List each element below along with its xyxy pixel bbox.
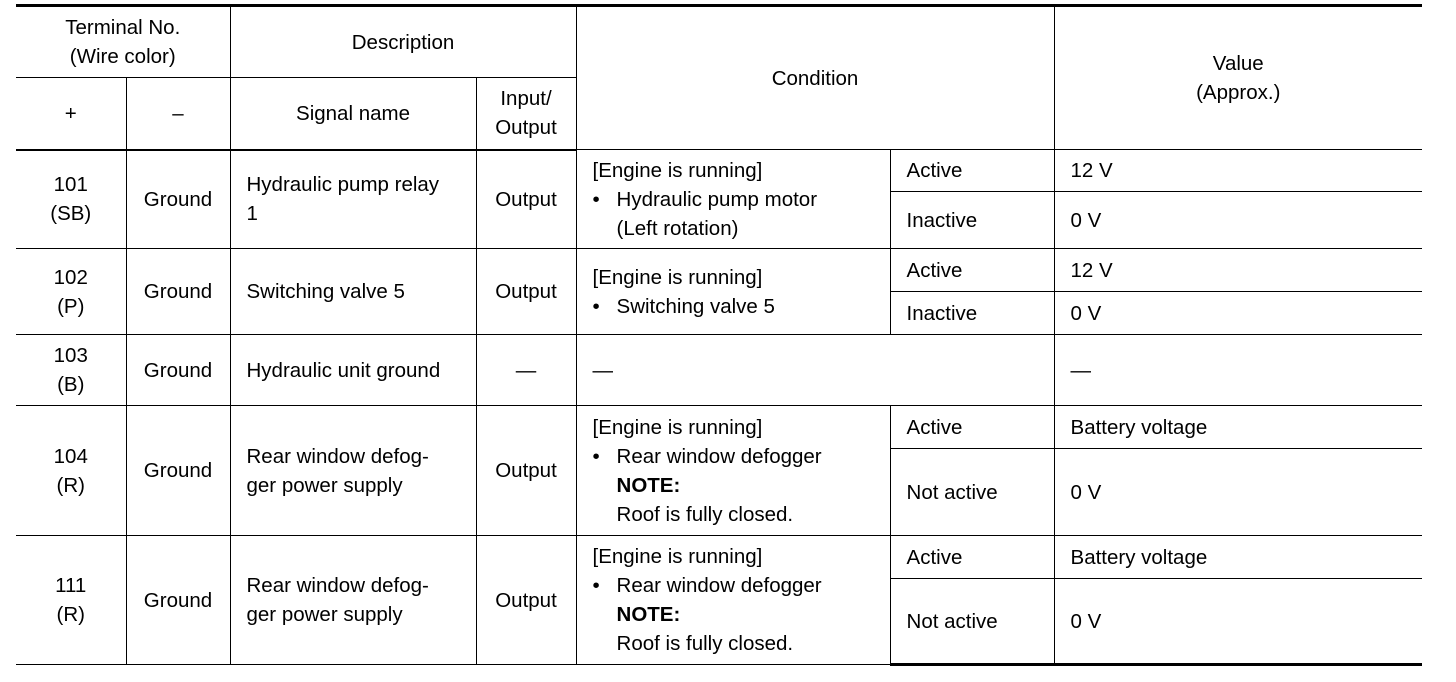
condition-cell: — bbox=[576, 335, 1054, 406]
value-cell: — bbox=[1054, 335, 1422, 406]
condition-item-text: Rear window defogger bbox=[616, 574, 822, 597]
description-header bbox=[230, 6, 576, 78]
condition-item-text: Rear window defogger bbox=[616, 444, 822, 468]
wire-color-label: (Wire color) bbox=[69, 45, 176, 68]
condition-head: [Engine is running] bbox=[592, 158, 763, 182]
signal-name-label: Signal name bbox=[296, 101, 410, 125]
terminal-plus-cell bbox=[16, 406, 126, 536]
condition-header bbox=[576, 6, 1054, 150]
state-cell: Inactive bbox=[890, 192, 1054, 249]
terminal-number: 101 bbox=[53, 173, 88, 197]
wire-color: (R) bbox=[56, 473, 85, 497]
condition-item bbox=[593, 185, 890, 214]
input-label: Input/ bbox=[500, 87, 552, 111]
condition-item-text: Hydraulic pump motor bbox=[616, 187, 818, 211]
value-header bbox=[1054, 6, 1422, 150]
terminal-plus-cell bbox=[16, 249, 126, 335]
terminal-number: 104 bbox=[53, 444, 88, 468]
signal-name-cell bbox=[230, 536, 476, 665]
io-cell: Output bbox=[476, 150, 576, 249]
input-output-header bbox=[476, 78, 576, 150]
value-label: Value bbox=[1212, 52, 1264, 75]
condition-head: [Engine is running] bbox=[592, 415, 763, 439]
state-cell: Active bbox=[890, 536, 1054, 579]
condition-item bbox=[593, 442, 890, 471]
io-cell: Output bbox=[476, 536, 576, 665]
value-cell: 0 V bbox=[1054, 292, 1422, 335]
value-cell: Battery voltage bbox=[1054, 406, 1422, 449]
signal-name-line: ger power supply bbox=[246, 603, 403, 626]
bullet: • bbox=[592, 294, 600, 318]
table-row bbox=[16, 335, 1422, 406]
terminal-no-label: Terminal No. bbox=[65, 16, 181, 39]
condition-label: Condition bbox=[771, 66, 859, 90]
terminal-table bbox=[16, 4, 1422, 666]
value-cell: 12 V bbox=[1054, 249, 1422, 292]
condition-item-text: Switching valve 5 bbox=[616, 294, 775, 318]
table-row bbox=[16, 536, 1422, 579]
terminal-number: 102 bbox=[53, 265, 88, 289]
minus-header bbox=[126, 78, 230, 150]
terminal-plus-cell bbox=[16, 335, 126, 406]
value-cell: 0 V bbox=[1054, 579, 1422, 665]
condition-item-cont: (Left rotation) bbox=[616, 216, 739, 240]
state-cell: Inactive bbox=[890, 292, 1054, 335]
bullet: • bbox=[592, 574, 600, 597]
minus-label: – bbox=[172, 101, 184, 125]
table-row bbox=[16, 249, 1422, 292]
note-label: NOTE: bbox=[616, 603, 681, 626]
condition-cell bbox=[576, 249, 890, 335]
wire-color: (SB) bbox=[50, 202, 92, 226]
signal-name-cell bbox=[230, 406, 476, 536]
signal-name-cell: Hydraulic unit ground bbox=[230, 335, 476, 406]
state-cell: Not active bbox=[890, 449, 1054, 536]
condition-head: [Engine is running] bbox=[592, 545, 763, 568]
description-label: Description bbox=[351, 30, 455, 54]
plus-label: + bbox=[64, 101, 77, 125]
wire-color: (R) bbox=[56, 603, 85, 626]
signal-name-line: Hydraulic pump relay bbox=[246, 173, 440, 197]
value-cell: Battery voltage bbox=[1054, 536, 1422, 579]
terminal-number: 111 bbox=[55, 574, 87, 597]
terminal-plus-cell bbox=[16, 150, 126, 249]
signal-name-line: Rear window defog- bbox=[246, 574, 429, 597]
condition-cell bbox=[576, 536, 890, 665]
table-row bbox=[16, 406, 1422, 449]
terminal-minus-cell: Ground bbox=[126, 249, 230, 335]
note-text: Roof is fully closed. bbox=[616, 632, 794, 655]
terminal-minus-cell: Ground bbox=[126, 150, 230, 249]
header-row-1 bbox=[16, 6, 1422, 78]
condition-item bbox=[593, 292, 890, 321]
condition-cell bbox=[576, 150, 890, 249]
signal-name-line: Rear window defog- bbox=[246, 444, 429, 468]
state-cell: Active bbox=[890, 150, 1054, 192]
value-cell: 12 V bbox=[1054, 150, 1422, 192]
wire-color: (B) bbox=[57, 373, 85, 396]
io-cell: — bbox=[476, 335, 576, 406]
state-cell: Active bbox=[890, 406, 1054, 449]
terminal-minus-cell: Ground bbox=[126, 536, 230, 665]
condition-cell bbox=[576, 406, 890, 536]
output-label: Output bbox=[495, 116, 557, 140]
signal-name-line: ger power supply bbox=[246, 473, 403, 497]
signal-name-line: 1 bbox=[246, 202, 258, 226]
wire-color: (P) bbox=[57, 294, 85, 318]
condition-item bbox=[593, 571, 890, 600]
terminal-plus-cell bbox=[16, 536, 126, 665]
condition-head: [Engine is running] bbox=[592, 265, 763, 289]
io-cell: Output bbox=[476, 406, 576, 536]
note-label: NOTE: bbox=[616, 473, 681, 497]
bullet: • bbox=[592, 444, 600, 468]
signal-name-header bbox=[230, 78, 476, 150]
signal-name-cell bbox=[230, 150, 476, 249]
terminal-minus-cell: Ground bbox=[126, 335, 230, 406]
terminal-no-header bbox=[16, 6, 230, 78]
approx-label: (Approx.) bbox=[1196, 81, 1281, 104]
state-cell: Active bbox=[890, 249, 1054, 292]
bullet: • bbox=[592, 187, 600, 211]
table-row bbox=[16, 150, 1422, 192]
state-cell: Not active bbox=[890, 579, 1054, 665]
signal-name-cell: Switching valve 5 bbox=[230, 249, 476, 335]
io-cell: Output bbox=[476, 249, 576, 335]
plus-header bbox=[16, 78, 126, 150]
value-cell: 0 V bbox=[1054, 192, 1422, 249]
terminal-number: 103 bbox=[53, 344, 88, 367]
terminal-minus-cell: Ground bbox=[126, 406, 230, 536]
value-cell: 0 V bbox=[1054, 449, 1422, 536]
note-text: Roof is fully closed. bbox=[616, 502, 794, 526]
